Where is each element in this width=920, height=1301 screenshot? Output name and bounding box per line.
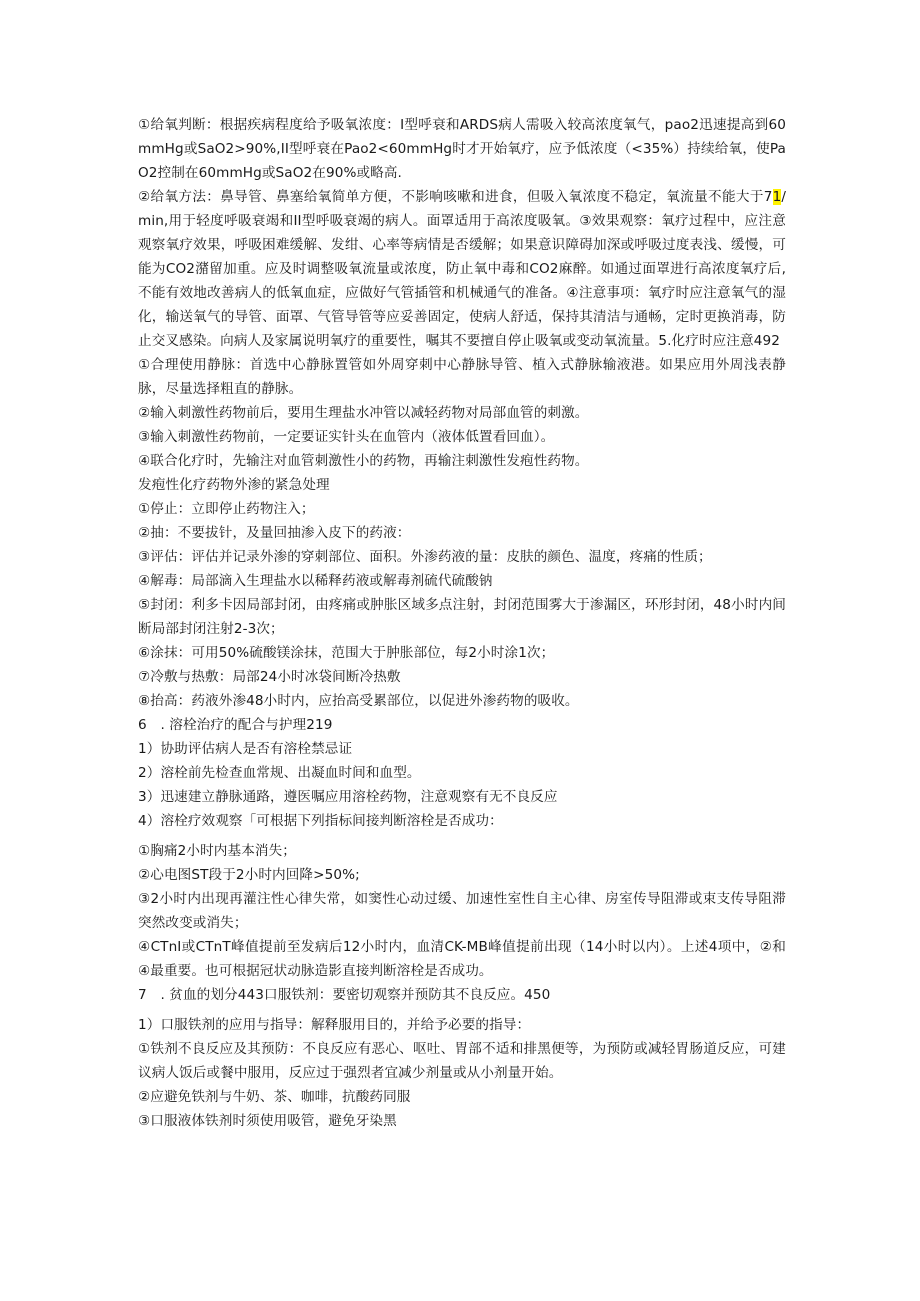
list-item-combined-chemo: ④联合化疗时，先输注对血管刺激性小的药物，再输注刺激性发疱性药物。: [138, 453, 589, 469]
list-item-saline-flush: ②输入刺激性药物前后，要用生理盐水冲管以减轻药物对局部血管的刺激。: [138, 405, 589, 421]
list-item-pre-check: 2）溶栓前先检查血常规、出凝血时间和血型。: [138, 765, 421, 781]
list-item-evaluate: ③评估：评估并记录外渗的穿刺部位、面积。外渗药液的量：皮肤的颜色、温度，疼痛的性质；: [138, 549, 712, 565]
section-heading-anemia: 7 . 贫血的划分443口服铁剂：要密切观察并预防其不良反应。450: [138, 987, 551, 1003]
list-item-ecg: ②心电图ST段于2小时内回降>50%;: [138, 867, 360, 883]
highlight-mark: 1: [772, 189, 782, 205]
paragraph-oxygen-assessment: ①给氧判断：根据疾病程度给予吸氧浓度：I型呼衰和ARDS病人需吸入较高浓度氧气，pao2迅速提高到60mmHg或SaO2>90%,II型呼衰在Pao2<60mmHg时才开始氧疗，应予低浓度（<35%）持续给氧，使PaO2控制在60mmHg或SaO2在90%或略高.: [138, 117, 786, 181]
list-item-ctn: ④CTnI或CTnT峰值提前至发病后12小时内，血清CK-MB峰值提前出现（14小时以内）。上述4项中，②和④最重要。也可根据冠状动脉造影直接判断溶栓是否成功。: [138, 939, 786, 979]
list-item-block: ⑤封闭：利多卡因局部封闭，由疼痛或肿胀区域多点注射，封闭范围雾大于渗漏区，环形封闭，48小时内间断局部封闭注射2-3次；: [138, 597, 786, 637]
list-item-needle-check: ③输入刺激性药物前，一定要证实针头在血管内（液体低置看回血）。: [138, 429, 555, 445]
paragraph-oxygen-methods: [138, 185, 786, 353]
list-item-detox: ④解毒：局部滴入生理盐水以稀释药液或解毒剂硫代硫酸钠: [138, 573, 493, 589]
list-item-apply: ⑥涂抹：可用50%硫酸镁涂抹，范围大于肿胀部位，每2小时涂1次；: [138, 645, 555, 661]
list-item-vein-use: ①合理使用静脉：首选中心静脉置管如外周穿刺中心静脉导管、植入式静脉输液港。如果应用外周浅表静脉，尽量选择粗直的静脉。: [138, 357, 786, 397]
list-item-iv-access: 3）迅速建立静脉通路，遵医嘱应用溶栓药物，注意观察有无不良反应: [138, 789, 558, 805]
section-heading-extravasation: 发疱性化疗药物外渗的紧急处理: [138, 477, 330, 493]
list-item-contraindication: 1）协助评估病人是否有溶栓禁忌证: [138, 741, 353, 757]
list-item-iron-avoid: ②应避免铁剂与牛奶、茶、咖啡，抗酸药同服: [138, 1089, 411, 1105]
list-item-chest-pain: ①胸痛2小时内基本消失；: [138, 843, 296, 859]
list-item-efficacy: 4）溶栓疗效观察「可根据下列指标间接判断溶栓是否成功：: [138, 813, 503, 829]
highlight-rest: /min,用于轻度呼吸衰竭和II型呼吸衰竭的病人。面罩适用于高浓度吸氧。③效果观察：氧疗过程中，应注意观察氧疗效果，呼吸困难缓解、发绀、心率等病情是否缓解；如果意识障碍加深或呼吸过度表浅、缓慢，可能为CO2潴留加重。应及时调整吸氧流量或浓度，防止氧中毒和CO2麻醉。如通过面罩进行高浓度氧疗后,不能有效地改善病人的低氧血症，应做好气管插管和机械通气的准备。④注意事项：氧疗时应注意氧气的湿化，输送氧气的导管、面罩、气管导管等应妥善固定，使病人舒适，保持其清洁与通畅，定时更换消毒，防止交叉感染。向病人及家属说明氧疗的重要性，嘱其不要擅自停止吸氧或变动氧流量。5.化疗时应注意492: [138, 189, 786, 349]
list-item-arrhythmia: ③2小时内出现再灌注性心律失常，如窦性心动过缓、加速性室性自主心律、房室传导阻滞或束支传导阻滞突然改变或消失；: [138, 891, 786, 931]
list-item-iron-straw: ③口服液体铁剂时须使用吸管，避免牙染黑: [138, 1113, 397, 1129]
list-item-elevate: ⑧抬高：药液外渗48小时内，应抬高受累部位，以促进外渗药物的吸收。: [138, 693, 579, 709]
list-item-iron-side-effects: ①铁剂不良反应及其预防：不良反应有恶心、呕吐、胃部不适和排黑便等，为预防或减轻胃肠道反应，可建议病人饭后或餐中服用，反应过于强烈者宜减少剂量或从小剂量开始。: [138, 1041, 786, 1081]
paragraph-oxygen-methods-start: ②给氧方法：鼻导管、鼻塞给氧简单方便，不影响咳嗽和进食，但吸入氧浓度不稳定，氧流量不能大于7: [138, 189, 773, 205]
section-heading-thrombolysis: 6 . 溶栓治疗的配合与护理219: [138, 717, 333, 733]
highlighted-text: [138, 189, 786, 349]
list-item-compress: ⑦冷敷与热敷：局部24小时冰袋间断冷热敷: [138, 669, 401, 685]
list-item-oral-iron: 1）口服铁剂的应用与指导：解释服用目的，并给予必要的指导：: [138, 1017, 531, 1033]
document-page: [138, 113, 786, 1133]
list-item-aspirate: ②抽：不要拔针，及量回抽渗入皮下的药液：: [138, 525, 411, 541]
list-item-stop: ①停止：立即停止药物注入；: [138, 501, 315, 517]
